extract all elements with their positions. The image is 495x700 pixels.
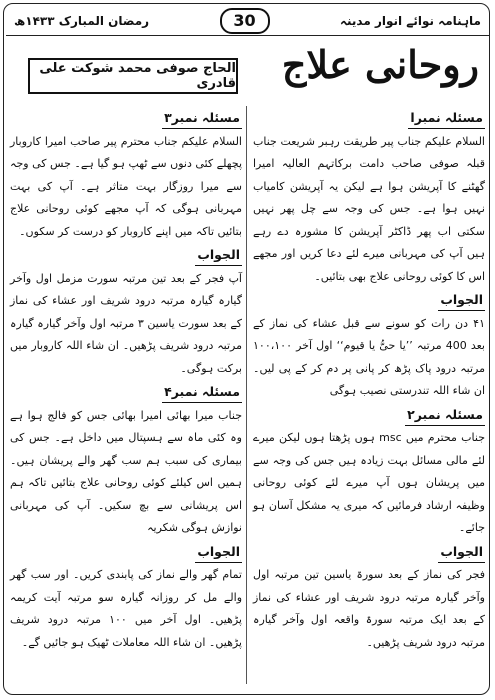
question-heading: مسئلہ نمبر۳ [162,108,242,129]
magazine-name: ماہنامہ نوائے انوار مدینہ [339,13,481,28]
page-number: 30 [220,8,270,34]
paragraph: تمام گھر والے نماز کی پابندی کریں۔ اور سب گھر والے مل کر روزانہ گیارہ سو مرتبہ آیت کریمہ پڑھیں۔ اول آخر میں ۱۰۰ مرتبہ درود شریف پڑھیں۔ ان شاء اللہ معاملات ٹھیک ہو جائیں گے۔ [10,568,242,649]
question-heading: مسئلہ نمبر۴ [162,382,242,403]
right-column [253,106,485,654]
left-column [10,106,242,654]
paragraph: جناب محترم میں msc ہوں پڑھتا ہوں لیکن میرے لئے مالی مسائل بہت زیادہ ہیں جس کی وجہ سے میں پریشان ہوں آپ میرے لئے کوئی روحانی وظیفہ ارشاد فرمائیں کہ میری یہ مشکل آسان ہو جائے۔ [253,431,486,534]
paragraph: آپ فجر کے بعد تین مرتبہ سورت مزمل اول وآخر گیارہ گیارہ مرتبہ درود شریف اور عشاء کی نماز کے بعد سورت یاسین ۳ مرتبہ اول وآخر گیارہ گیارہ مرتبہ درود شریف پڑھیں۔ ان شاء اللہ کاروبار میں برکت ہوگی۔ [10,271,243,375]
issue-date: رمضان المبارک ۱۴۳۳ھ [14,13,150,28]
column-divider [246,106,247,684]
author-name: الحاج صوفی محمد شوکت علی قادری [28,58,238,94]
answer-heading: الجواب [438,290,485,311]
title-row [6,40,489,100]
paragraph: ۴۱ دن رات کو سونے سے قبل عشاء کی نماز کے بعد 400 مرتبہ ’’یا حیُّ یا قیوم‘‘ اول آخر ۱۰۰،۱۰۰ مرتبہ درود پاک پڑھ کر پانی پر دم کر کے پی لیں۔ ان شاء اللہ تندرستی نصیب ہوگی [253,316,485,397]
answer-heading: الجواب [195,245,242,266]
paragraph: جناب میرا بھائی امیرا بھائی جس کو فالج ہوا ہے وہ کئی ماہ سے ہسپتال میں داخل ہے۔ جس کی بیماری کی سبب ہم سب گھر والے پریشان ہیں۔ ہمیں اس کیلئے کوئی روحانی علاج بتائیں تاکہ ہم اس پریشانی سے بچ سکیں۔ آپ کی مہربانی نوازش ہوگی شکریہ [10,408,242,534]
answer-heading: الجواب [438,542,485,563]
paragraph: السلام علیکم جناب محترم پیر صاحب امیرا کاروبار پچھلے کئی دنوں سے ٹھپ ہو گیا ہے۔ جس کی وجہ سے میرا روزگار بہت متاثر ہے۔ آپ کی بہت مہربانی ہوگی کہ آپ مجھے کوئی روحانی علاج بتائیں تاکہ میں اپنے کاروبار کو درست کر سکوں۔ [10,134,242,238]
answer-heading: الجواب [195,542,242,563]
paragraph: السلام علیکم جناب پیر طریقت رہبر شریعت جناب قبلہ صوفی صاحب دامت برکاتہم العالیہ امیرا گھٹنے کا آپریشن ہوا ہے لیکن یہ آپریشن کامیاب نہیں ہوا ہے۔ جس کی وجہ سے چل پھر نہیں سکتی اب پھر ڈاکٹر آپریشن کا مشورہ دے رہے ہیں آپ کی مہربانی میرے لئے دعا کریں اور مجھے اس کا کوئی روحانی علاج بھی بتائیں۔ [253,134,485,283]
article-title: روحانی علاج [281,42,479,87]
page-header [6,6,489,36]
question-heading: مسئلہ نمبر۲ [405,405,485,426]
paragraph: فجر کی نماز کے بعد سورۃ یاسین تین مرتبہ اول وآخر گیارہ مرتبہ درود شریف اور عشاء کی نماز کے بعد ایک مرتبہ سورۃ واقعہ اول وآخر گیارہ مرتبہ درود شریف پڑھیں۔ [253,568,485,649]
question-heading: مسئلہ نمبرا [408,108,485,129]
